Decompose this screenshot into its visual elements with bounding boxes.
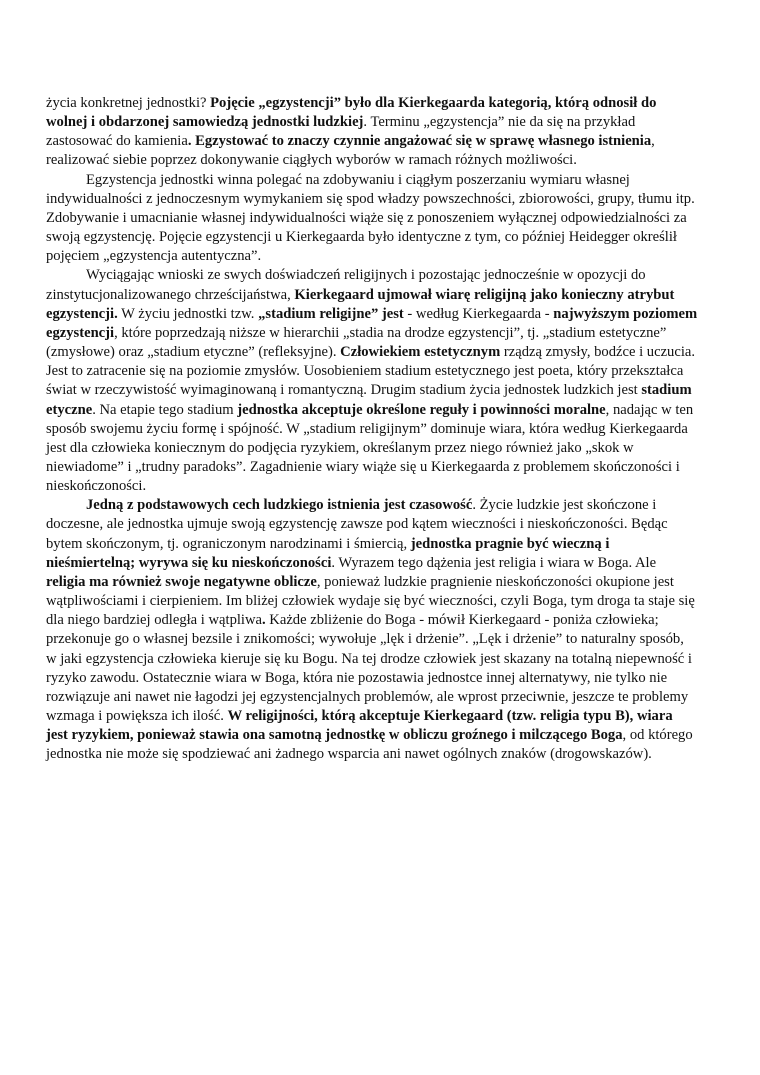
text-run: Wyciągając wnioski ze swych doświadczeń religijnych i pozostając jednocześnie w opozycji do zinstytucjonalizowanego chrześcijaństwa, xyxy=(46,267,646,303)
text-run: . Terminu „egzystencja” nie da się na przykład zastosować do kamienia xyxy=(46,114,636,150)
bold-text-run: Jedną z podstawowych cech ludzkiego istnienia jest czasowość xyxy=(86,497,473,514)
text-run: , realizować siebie poprzez dokonywanie ciągłych wyborów w ramach różnych możliwości. xyxy=(46,133,655,169)
paragraph-2 xyxy=(46,171,698,267)
text-run: , ponieważ ludzkie pragnienie nieskończoności okupione jest wątpliwościami i cierpieniem. Im bliżej człowiek wydaje się być wieczności, czyli Boga, tym droga ta staje się dla niego bardziej odległa i wątpliwa xyxy=(46,573,695,629)
paragraph-1 xyxy=(46,94,698,171)
bold-text-run: . xyxy=(262,612,266,629)
paragraph-4 xyxy=(46,496,698,764)
bold-text-run: najwyższym poziomem egzystencji xyxy=(46,305,698,341)
text-run: . Życie ludzkie jest skończone i doczesne, ale jednostka ujmuje swoją egzystencję zawsze pod kątem wieczności i nieskończoności. Będąc bytem skończonym, tj. ograniczonym narodzinami i śmiercią, xyxy=(46,497,668,552)
bold-text-run: W religijności, którą akceptuje Kierkegaard (tzw. religia typu B), wiara jest ryzykiem, ponieważ stawia ona samotną jednostkę w obliczu groźnego i milczącego Boga xyxy=(46,708,673,744)
paragraph-3 xyxy=(46,266,698,496)
bold-text-run: stadium etyczne xyxy=(46,382,692,418)
text-run: , nadając w ten sposób swojemu życiu formę i spójność. W „stadium religijnym” dominuje wiara, która według Kierkegaarda jest dla człowieka koniecznym do podjęcia ryzykiem, określanym przez niego również jako „skok w niewiadome” i „trudny paradoks”. Zagadnienie wiary wiąże się u Kierkegaarda z problemem skończoności i nieskończoności. xyxy=(46,401,694,495)
text-run: Każde zbliżenie do Boga - mówił Kierkegaard - poniża człowieka; przekonuje go o własnej bezsile i znikomości; wywołuje „lęk i drżenie”. „Lęk i drżenie” to naturalny sposób, w jaki egzystencja człowieka kieruje się ku Bogu. Na tej drodze człowiek jest skazany na totalną niepewność i ryzyko zawodu. Ostatecznie wiara w Boga, która nie pozostawia jednostce innej alternatywy, nie tylko nie rozwiązuje ani nawet nie łagodzi jej egzystencjalnych problemów, ale wprost przeciwnie, jeszcze te problemy wzmaga i powiększa ich ilość. xyxy=(46,612,692,724)
text-run: , od którego jednostka nie może się spodziewać ani żadnego wsparcia ani nawet ogólnych znaków (drogowskazów). xyxy=(46,727,693,763)
bold-text-run: Człowiekiem estetycznym xyxy=(340,344,501,361)
bold-text-run: religia ma również swoje negatywne oblicze xyxy=(46,573,317,590)
text-run: rządzą zmysły, bodźce i uczucia. Jest to zatracenie się na poziomie zmysłów. Uosobieniem stadium estetycznego jest poeta, który przekształca świat w rzeczywistość wyimaginowaną i romantyczną. Drugim stadium życia jednostek ludzkich jest xyxy=(46,344,695,399)
text-run: . Na etapie tego stadium xyxy=(92,401,238,418)
text-run: . Wyrazem tego dążenia jest religia i wiara w Boga. Ale xyxy=(331,554,657,571)
bold-text-run: „stadium religijne” jest xyxy=(258,305,404,322)
bold-text-run: Pojęcie „egzystencji” było dla Kierkegaarda kategorią, którą odnosił do wolnej i obdarzonej samowiedzą jednostki ludzkiej xyxy=(46,95,657,131)
bold-text-run: . Egzystować to znaczy czynnie angażować się w sprawę własnego istnienia xyxy=(187,133,652,150)
text-run: Egzystencja jednostki winna polegać na zdobywaniu i ciągłym poszerzaniu wymiaru własnej indywidualności z jednoczesnym wymykaniem się spod władzy powszechności, zbiorowości, grupy, tłumu itp. Zdobywanie i umacnianie własnej indywidualności wiąże się z ponoszeniem wyłącznej odpowiedzialności za swoją egzystencję. Pojęcie egzystencji u Kierkegaarda było identyczne z tym, co później Heidegger określił pojęciem „egzystencja autentyczna”. xyxy=(46,171,695,265)
bold-text-run: jednostka pragnie być wieczną i nieśmiertelną; wyrywa się ku nieskończoności xyxy=(46,535,610,571)
bold-text-run: jednostka akceptuje określone reguły i powinności moralne xyxy=(237,401,606,418)
text-run: , które poprzedzają niższe w hierarchii „stadia na drodze egzystencji”, tj. „stadium estetyczne” (zmysłowe) oraz „stadium etyczne” (refleksyjne). xyxy=(46,324,667,361)
bold-text-run: Kierkegaard ujmował wiarę religijną jako konieczny atrybut egzystencji. xyxy=(46,286,675,322)
text-run: - według Kierkegaarda - xyxy=(403,305,554,322)
document-body xyxy=(46,94,698,764)
text-run: życia konkretnej jednostki? xyxy=(46,95,211,111)
text-run: W życiu jednostki tzw. xyxy=(117,305,259,322)
